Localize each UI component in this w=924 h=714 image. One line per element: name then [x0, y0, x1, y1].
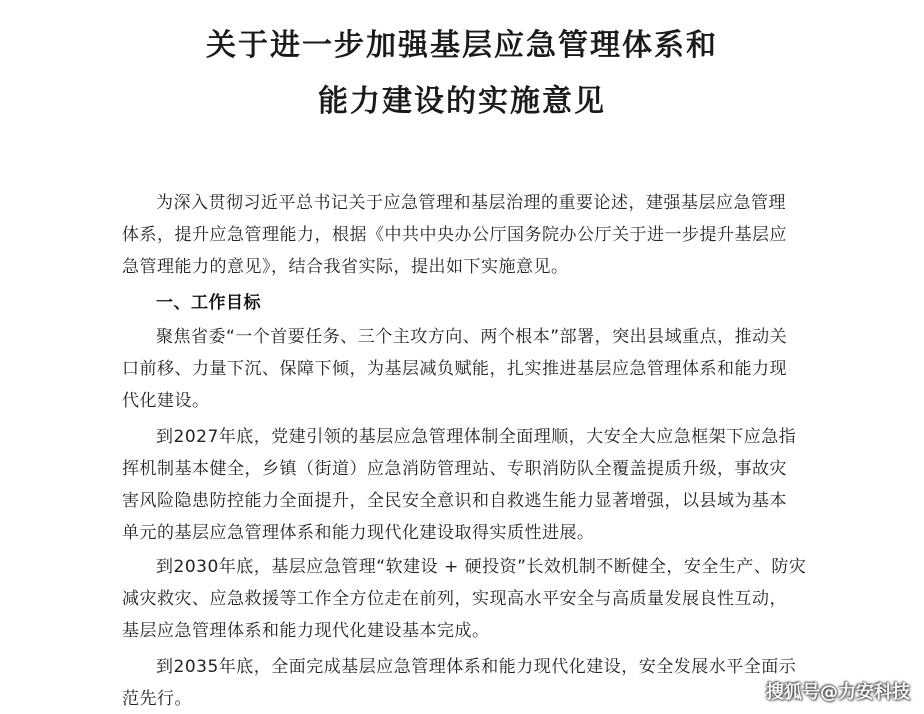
paragraph-line: 聚焦省委“一个首要任务、三个主攻方向、两个根本”部署，突出县域重点，推动关: [156, 327, 788, 347]
paragraph-line: 挥机制基本健全，乡镇（街道）应急消防管理站、专职消防队全覆盖提质升级，事故灾: [122, 459, 787, 479]
paragraph-line: 害风险隐患防控能力全面提升，全民安全意识和自救逃生能力显著增强，以县域为基本: [122, 491, 787, 511]
source-watermark: 搜狐号@力安科技: [766, 682, 910, 703]
intro-line: 急管理能力的意见》，结合我省实际，提出如下实施意见。: [122, 257, 569, 277]
paragraph-line: 到2027年底，党建引领的基层应急管理体制全面理顺，大安全大应急框架下应急指: [156, 427, 797, 447]
intro-line: 为深入贯彻习近平总书记关于应急管理和基层治理的重要论述，建强基层应急管理: [156, 193, 786, 213]
document-title-line-2: 能力建设的实施意见: [318, 84, 606, 119]
paragraph-line: 到2035年底，全面完成基层应急管理体系和能力现代化建设，安全发展水平全面示: [156, 657, 797, 677]
paragraph-line: 口前移、力量下沉、保障下倾，为基层减负赋能，扎实推进基层应急管理体系和能力现: [122, 359, 787, 379]
paragraph-line: 范先行。: [122, 689, 192, 709]
paragraph-line: 到2030年底，基层应急管理“软建设 + 硬投资”长效机制不断健全，安全生产、防灾: [156, 557, 807, 577]
document-title-line-1: 关于进一步加强基层应急管理体系和: [206, 28, 718, 63]
paragraph-line: 减灾救灾、应急救援等工作全方位走在前列，实现高水平安全与高质量发展良性互动，: [122, 589, 787, 609]
intro-line: 体系，提升应急管理能力，根据《中共中央办公厅国务院办公厅关于进一步提升基层应: [122, 225, 787, 245]
paragraph-line: 代化建设。: [122, 391, 210, 411]
paragraph-line: 基层应急管理体系和能力现代化建设基本完成。: [122, 621, 490, 641]
paragraph-line: 单元的基层应急管理体系和能力现代化建设取得实质性进展。: [122, 523, 595, 543]
section-heading: 一、工作目标: [156, 293, 261, 313]
